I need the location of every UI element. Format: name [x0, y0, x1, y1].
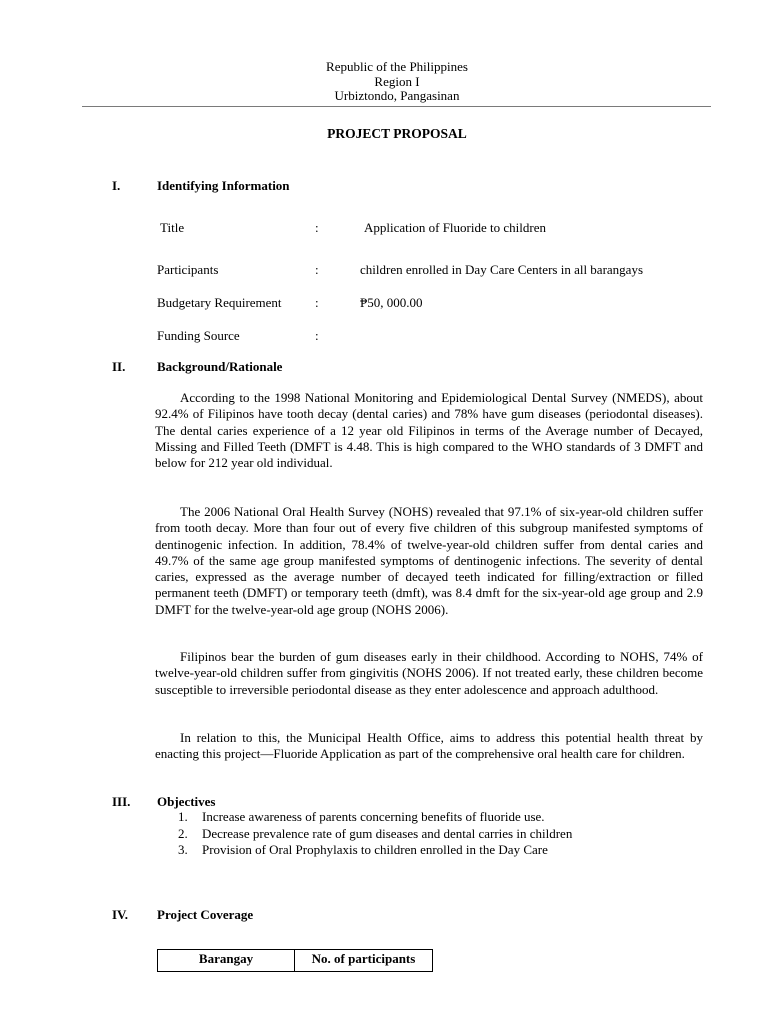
field-title-label: Title	[160, 220, 185, 235]
section-1-heading: Identifying Information	[157, 178, 290, 193]
header-divider	[82, 106, 711, 107]
letterhead	[0, 60, 768, 104]
field-budget-label: Budgetary Requirement	[157, 295, 282, 310]
section-4-heading: Project Coverage	[157, 907, 254, 922]
section-2-numeral: II.	[112, 359, 126, 374]
letterhead-line-1: Republic of the Philippines	[326, 59, 468, 74]
section-2-heading: Background/Rationale	[157, 359, 283, 374]
field-participants-colon: :	[315, 262, 319, 277]
background-paragraph-1: According to the 1998 National Monitoring and Epidemiological Dental Survey (NMEDS), about 92.4% of Filipinos have tooth decay (dental caries) and 78% have gum diseases (periodontal diseases). The dental caries experience of a 12 year old Filipinos in terms of the Average number of Decayed, Missing and Filled Teeth (DMFT is 4.48. This is high compared to the WHO standards of 3 DMFT and below for 212 year old individual.	[155, 390, 703, 471]
letterhead-line-3: Urbiztondo, Pangasinan	[334, 88, 460, 103]
background-paragraph-2: The 2006 National Oral Health Survey (NOHS) revealed that 97.1% of six-year-old children suffer from tooth decay. More than four out of every five children of this subgroup manifested symptoms of dentinogenic infection. In addition, 78.4% of twelve-year-old children suffer from dental caries and 49.7% of the same age group manifested symptoms of dentinogenic infections. The severity of dental caries, expressed as the average number of decayed teeth indicated for filling/extraction or filled permanent teeth (DMFT) or temporary teeth (dmft), was 8.4 dmft for the six-year-old age group and 2.9 DMFT for the twelve-year-old age group (NOHS 2006).	[155, 504, 703, 617]
table-header-row	[158, 950, 433, 972]
background-paragraph-3: Filipinos bear the burden of gum diseases early in their childhood. According to NOHS, 74% of twelve-year-old children suffer from gingivitis (NOHS 2006). If not treated early, these children become susceptible to irreversible periodontal disease as they enter adolescence and approach adulthood.	[155, 649, 703, 697]
objective-number: 3.	[178, 842, 188, 857]
project-coverage-table	[157, 949, 433, 972]
document-title: PROJECT PROPOSAL	[327, 126, 467, 141]
field-title-value: Application of Fluoride to children	[364, 220, 546, 235]
section-3-numeral: III.	[112, 794, 131, 809]
field-participants-label: Participants	[157, 262, 219, 277]
field-title-colon: :	[315, 220, 319, 235]
objective-item	[178, 809, 572, 826]
objective-text: Decrease prevalence rate of gum diseases and dental carries in children	[202, 825, 573, 841]
objective-item	[178, 826, 572, 843]
column-header-participants: No. of participants	[295, 950, 433, 972]
section-3-heading: Objectives	[157, 794, 216, 809]
objective-item	[178, 842, 572, 859]
objective-text: Increase awareness of parents concerning benefits of fluoride use.	[202, 809, 545, 824]
objective-text: Provision of Oral Prophylaxis to children enrolled in the Day Care	[202, 842, 548, 857]
field-participants-value: children enrolled in Day Care Centers in all barangays	[360, 262, 644, 277]
column-header-barangay: Barangay	[158, 950, 295, 972]
field-funding-colon: :	[315, 328, 319, 343]
field-funding-label: Funding Source	[157, 328, 240, 343]
section-4-numeral: IV.	[112, 907, 129, 922]
background-paragraph-4: In relation to this, the Municipal Health Office, aims to address this potential health threat by enacting this project—Fluoride Application as part of the comprehensive oral health care for children.	[155, 730, 703, 762]
objective-number: 1.	[178, 809, 188, 824]
objective-number: 2.	[178, 825, 188, 841]
letterhead-line-2: Region I	[374, 73, 420, 89]
objectives-list	[178, 809, 572, 859]
section-1-numeral: I.	[112, 178, 121, 193]
field-budget-colon: :	[315, 295, 319, 310]
field-budget-value: ₱50, 000.00	[360, 295, 423, 310]
